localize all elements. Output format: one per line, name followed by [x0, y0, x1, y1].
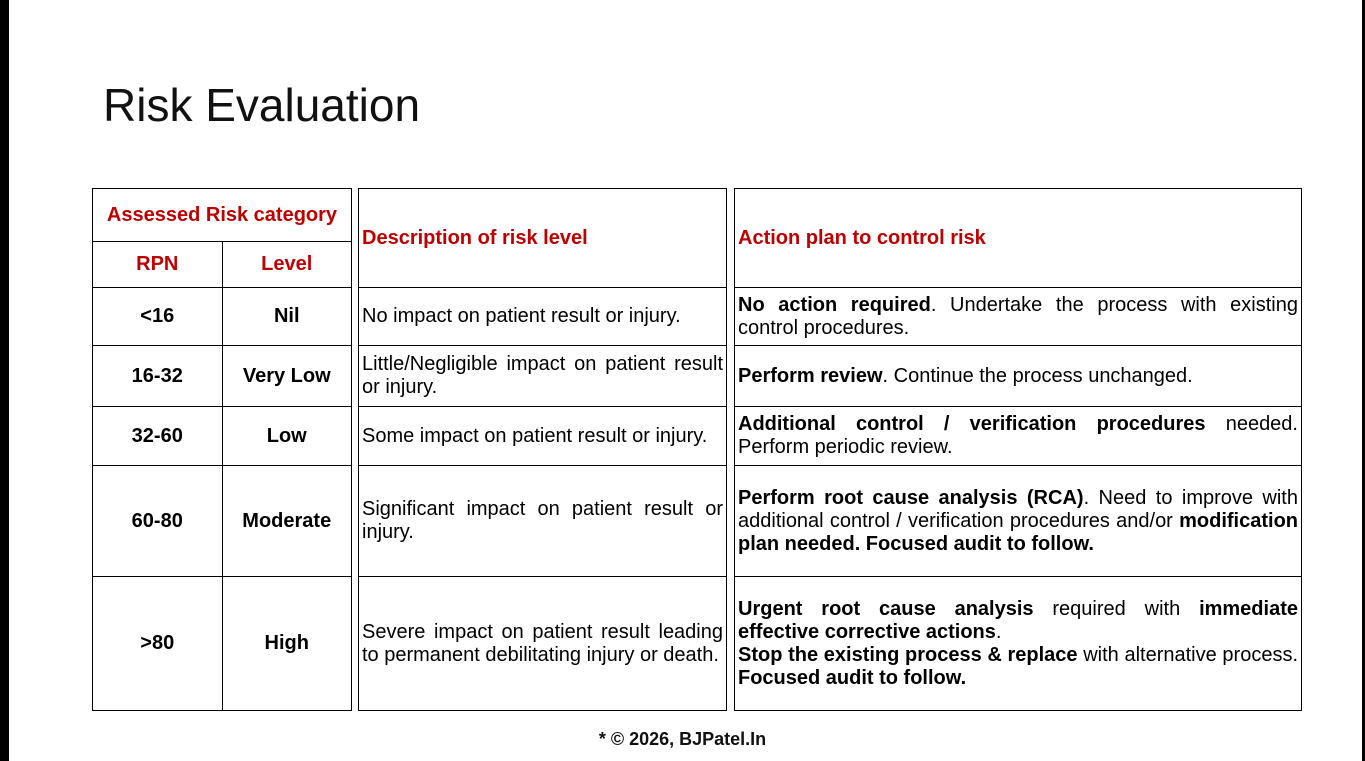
level-header: Level: [222, 242, 352, 288]
table-row: [735, 346, 1302, 407]
description-cell: Severe impact on patient result leading to permanent debilitating injury or death.: [359, 577, 727, 711]
table-row: [735, 407, 1302, 466]
table-row: [735, 466, 1302, 577]
action-cell: Urgent root cause analysis required with immediate effective corrective actions. Stop the existing process & replace with alternative process. Focused audit to follow.: [735, 577, 1302, 711]
level-cell: Moderate: [222, 466, 352, 577]
action-plan-header: Action plan to control risk: [735, 189, 1302, 288]
level-cell: High: [222, 577, 352, 711]
level-cell: Very Low: [222, 346, 352, 407]
table-row: [93, 407, 352, 466]
rpn-cell: 60-80: [93, 466, 223, 577]
action-cell: No action required. Undertake the process with existing control procedures.: [735, 288, 1302, 346]
action-plan-table: [734, 188, 1302, 711]
table-row: [359, 577, 727, 711]
description-table: [358, 188, 727, 711]
description-cell: No impact on patient result or injury.: [359, 288, 727, 346]
description-header: Description of risk level: [359, 189, 727, 288]
action-cell: Perform review. Continue the process unchanged.: [735, 346, 1302, 407]
level-cell: Low: [222, 407, 352, 466]
rpn-header: RPN: [93, 242, 223, 288]
rpn-cell: >80: [93, 577, 223, 711]
table-row: [359, 288, 727, 346]
description-cell: Significant impact on patient result or injury.: [359, 466, 727, 577]
slide-title: Risk Evaluation: [103, 79, 421, 131]
action-cell: Perform root cause analysis (RCA). Need to improve with additional control / verification procedures and/or modification plan needed. Focused audit to follow.: [735, 466, 1302, 577]
table-row: [359, 466, 727, 577]
table-row: [93, 288, 352, 346]
description-cell: Little/Negligible impact on patient result or injury.: [359, 346, 727, 407]
table-row: [735, 577, 1302, 711]
rpn-cell: 16-32: [93, 346, 223, 407]
action-cell: Additional control / verification procedures needed. Perform periodic review.: [735, 407, 1302, 466]
left-edge-bar: [0, 0, 9, 761]
table-row: [359, 346, 727, 407]
level-cell: Nil: [222, 288, 352, 346]
rpn-cell: <16: [93, 288, 223, 346]
table-row: [359, 407, 727, 466]
assessed-risk-category-header: Assessed Risk category: [93, 189, 352, 242]
assessed-risk-table: [92, 188, 352, 711]
table-row: [93, 577, 352, 711]
table-row: [735, 288, 1302, 346]
table-row: [93, 466, 352, 577]
rpn-cell: 32-60: [93, 407, 223, 466]
table-row: [93, 346, 352, 407]
description-cell: Some impact on patient result or injury.: [359, 407, 727, 466]
copyright-footer: * © 2026, BJPatel.In: [598, 729, 767, 749]
